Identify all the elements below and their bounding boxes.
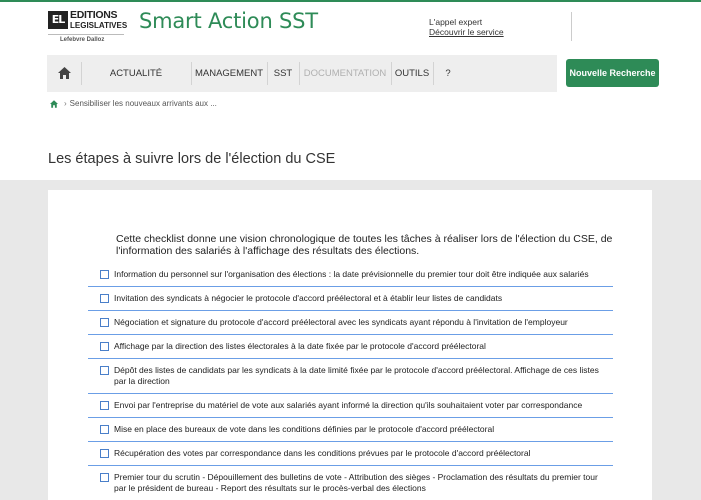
checkbox[interactable] [100, 473, 109, 482]
publisher-logo[interactable] [48, 9, 128, 47]
breadcrumb-separator: › [64, 99, 67, 108]
checkbox[interactable] [100, 366, 109, 375]
nav-item-actualite[interactable]: ACTUALITÉ [109, 68, 163, 79]
checklist-item-label: Négociation et signature du protocole d'accord préélectoral avec les syndicats ayant répondu à l'invitation de l'employeur [114, 317, 568, 327]
checklist-item [88, 287, 613, 311]
new-search-button[interactable]: Nouvelle Recherche [566, 59, 659, 87]
checklist-item [88, 418, 613, 442]
header-divider [571, 12, 572, 41]
checklist-item [88, 335, 613, 359]
checklist-item-label: Premier tour du scrutin - Dépouillement des bulletins de vote - Attribution des sièges - Proclamation des résultats du premier tour par le président de bureau - Report des résultats sur le procès-verbal des élections [114, 472, 598, 493]
checkbox[interactable] [100, 449, 109, 458]
nav-home[interactable] [47, 55, 81, 92]
checklist-card [48, 190, 652, 500]
logo-line2: LEGISLATIVES [70, 21, 128, 30]
checklist-item [88, 442, 613, 466]
logo-subtitle: Lefebvre Dalloz [60, 37, 105, 43]
checkbox[interactable] [100, 270, 109, 279]
checklist-item [88, 311, 613, 335]
home-icon [58, 67, 71, 79]
logo-line1: EDITIONS [70, 9, 118, 21]
page-title: Les étapes à suivre lors de l'élection du CSE [48, 151, 336, 167]
top-accent-line [0, 0, 701, 2]
checklist-item-label: Récupération des votes par correspondance dans les conditions prévues par le protocole d'accord préélectoral [114, 448, 531, 458]
checkbox[interactable] [100, 318, 109, 327]
checklist-item [88, 359, 613, 394]
breadcrumb-current[interactable]: Sensibiliser les nouveaux arrivants aux ... [69, 99, 217, 108]
main-nav [47, 55, 557, 92]
logo-mark: EL [48, 11, 68, 29]
checklist-item-label: Invitation des syndicats à négocier le protocole d'accord préélectoral et à établir leur listes de candidats [114, 293, 503, 303]
checkbox[interactable] [100, 342, 109, 351]
nav-item-management[interactable]: MANAGEMENT [194, 68, 264, 79]
checklist-item-label: Affichage par la direction des listes électorales à la date fixée par le protocole d'accord préélectoral [114, 341, 486, 351]
nav-item-sst[interactable]: SST [273, 68, 293, 79]
logo-divider [48, 34, 124, 35]
appel-expert-link[interactable]: Découvrir le service [429, 27, 504, 37]
checklist-item-label: Dépôt des listes de candidats par les syndicats à la date limité fixée par le protocole d'accord préélectoral. Affichage de ces listes par la direction [114, 365, 599, 386]
checklist-item [88, 263, 613, 287]
checklist-item-label: Mise en place des bureaux de vote dans les conditions définies par le protocole d'accord préélectoral [114, 424, 495, 434]
nav-item-outils[interactable]: OUTILS [394, 68, 430, 79]
nav-item-help[interactable]: ? [445, 68, 451, 79]
checklist-item [88, 394, 613, 418]
breadcrumb-home-icon[interactable] [50, 100, 58, 108]
checkbox[interactable] [100, 401, 109, 410]
checklist-item [88, 466, 613, 500]
app-title[interactable]: Smart Action SST [139, 9, 318, 33]
breadcrumb [50, 99, 217, 108]
checkbox[interactable] [100, 425, 109, 434]
site-header [0, 0, 701, 48]
checkbox[interactable] [100, 294, 109, 303]
appel-expert-label: L'appel expert [429, 17, 483, 27]
checklist-item-label: Envoi par l'entreprise du matériel de vote aux salariés ayant informé la direction qu'ils souhaitaient voter par correspondance [114, 400, 583, 410]
checklist-item-label: Information du personnel sur l'organisation des élections : la date prévisionnelle du premier tour doit être indiquée aux salariés [114, 269, 589, 279]
checklist [88, 263, 613, 500]
checklist-intro: Cette checklist donne une vision chronologique de toutes les tâches à réaliser lors de l'élection du CSE, de l'information des salariés à l'affichage des résultats des élections. [116, 233, 613, 257]
nav-item-documentation[interactable]: DOCUMENTATION [303, 68, 387, 79]
